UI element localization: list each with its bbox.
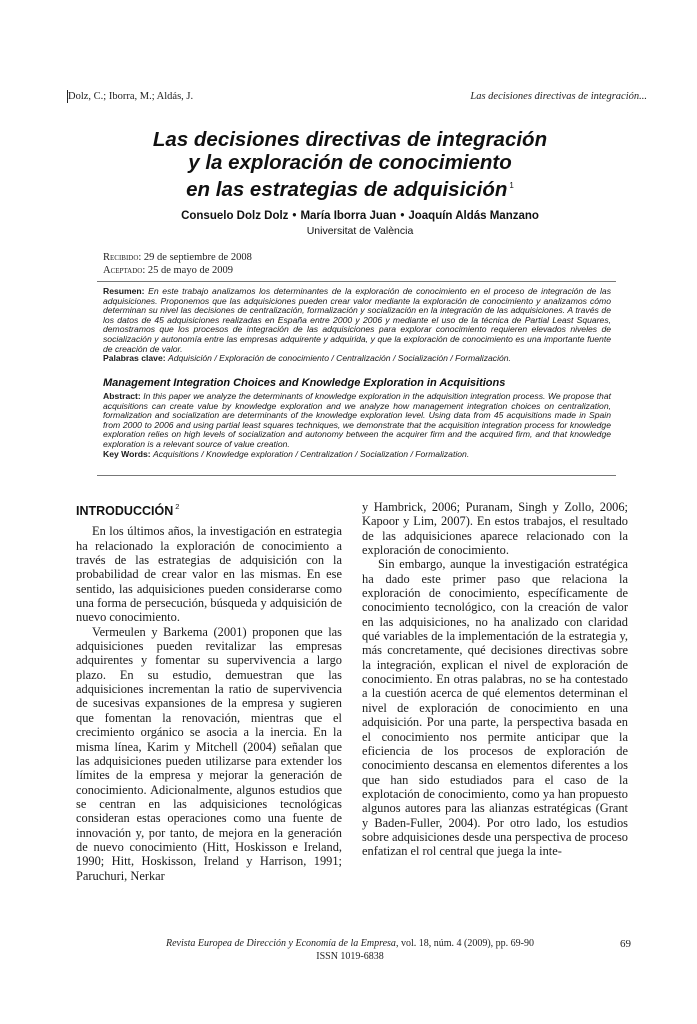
accepted-value: : 25 de mayo de 2009	[142, 265, 234, 276]
page-footer	[130, 938, 570, 963]
journal-citation	[130, 938, 570, 951]
body-paragraph: En los últimos años, la investigación en estrategia ha relacionado la exploración de conocimiento a través de las estrategias de adquisición con la probabilidad de crear valor en las mismas. En ese sentido, las adquisiciones pueden considerarse como una forma de persecución, búsqueda y adquisición de nuevo conocimiento.	[76, 524, 342, 625]
body-paragraph: Sin embargo, aunque la investigación estratégica ha dado este primer paso que relaciona la exploración de conocimiento, específicamente de conocimiento tecnológico, con la creación de valor en las adquisiciones, no ha analizado con claridad qué variables de la implementación de la estrategia y, más concretamente, qué decisiones directivas sobre la integración, explican el nivel de exploración de conocimiento. En otras palabras, no se ha contestado a la cuestión acerca de qué elementos determinan el nivel de exploración de conocimiento en una adquisición. Por una parte, la perspectiva basada en el conocimiento nos permite anticipar que la eficiencia de los procesos de exploración de conocimiento descansa en elementos diferentes a los que han sido estudiados para el caso de la explotación de conocimiento, como ya han propuesto algunos autores para las alianzas estratégicas (Grant y Baden-Fuller, 2004). Por otro lado, los estudios sobre adquisiciones desde una perspectiva de proceso enfatizan el rol central que juega la inte-	[362, 557, 628, 859]
received-date	[103, 251, 252, 264]
accepted-label: Aceptado	[103, 265, 143, 276]
received-label: Recibido	[103, 252, 139, 263]
received-value: : 29 de septiembre de 2008	[138, 252, 252, 263]
key-words-label: Key Words:	[103, 448, 151, 459]
accepted-date	[103, 264, 252, 277]
author-1: Consuelo Dolz Dolz	[181, 210, 289, 222]
paper-title	[60, 128, 640, 201]
journal-volume: , vol. 18, núm. 4 (2009), pp. 69-90	[395, 938, 534, 949]
abstract-bottom-rule	[97, 475, 616, 476]
author-separator: •	[400, 210, 405, 222]
running-head-title: Las decisiones directivas de integración...	[470, 91, 647, 102]
section-footnote-mark[interactable]: 2	[175, 502, 180, 511]
key-words-text: Acquisitions / Knowledge exploration / Centralization / Socialization / Formalization.	[152, 448, 470, 459]
english-title: Management Integration Choices and Knowledge Exploration in Acquisitions	[103, 377, 506, 389]
resumen-block	[103, 287, 611, 364]
page-number: 69	[620, 938, 631, 950]
body-paragraph: y Hambrick, 2006; Puranam, Singh y Zollo, 2006; Kapoor y Lim, 2007). En estos trabajos, el resultado de las adquisiciones aparece relacionado con la exploración de conocimiento.	[362, 500, 628, 558]
palabras-clave-label: Palabras clave:	[103, 353, 166, 364]
palabras-clave-text: Adquisición / Exploración de conocimiento / Centralización / Socialización / Formalización.	[167, 353, 511, 364]
running-head-authors: Dolz, C.; Iborra, M.; Aldás, J.	[68, 91, 194, 102]
abstract-block	[103, 392, 611, 459]
title-line-2: y la exploración de conocimiento	[188, 151, 512, 174]
body-column-left	[76, 500, 342, 883]
author-2: María Iborra Juan	[300, 210, 397, 222]
body-column-right	[362, 500, 628, 859]
running-head	[68, 91, 647, 107]
affiliation: Universitat de València	[306, 225, 414, 237]
issn: ISSN 1019-6838	[316, 950, 384, 962]
title-line-3	[60, 174, 640, 201]
author-separator: •	[292, 210, 297, 222]
resumen-label: Resumen:	[103, 286, 145, 296]
resumen-text: En este trabajo analizamos los determinantes de la exploración de conocimiento en el proceso de integración de las adquisiciones. Proponemos que las adquisiciones pueden crear valor mediante la exploración de conocimiento y analizamos cómo determinan su nivel las decisiones de centralización, formalización y socialización en la integración de las adquisiciones. A través de los datos de 45 adquisiciones realizadas en España entre 2000 y 2006 y mediante el uso de la técnica de Partial Least Squares, demostramos que los procesos de integración de las adquisiciones para explorar conocimiento requieren elevados niveles de socialización y autonomía entre las empresas adquirente y adquirida, y que la exploración de conocimiento es una importante fuente de creación de valor.	[103, 286, 612, 354]
title-line-3-text: en las estrategias de adquisición	[186, 178, 508, 201]
journal-name: Revista Europea de Dirección y Economía de la Empresa	[166, 938, 396, 949]
submission-dates	[103, 251, 252, 277]
title-footnote-mark[interactable]: 1	[509, 181, 514, 190]
abstract-text: In this paper we analyze the determinants of knowledge exploration in the adquisition integration process. We propose that acquisitions can create value by knowledge exploration and we analyze how management integration choices on centralization, formalization and socialization are determinants of the knowledge exploration level. Using data from 45 acquisitions made in Spain from 2000 to 2006 and using partial least squares techniques, we demonstrate that the acquisition integration process for knowledge exploration relies on high levels of socialization and autonomy between the acquirer firm and the acquired firm, and that knowledge exploration is a relevant source of value creation.	[103, 391, 611, 449]
title-line-1: Las decisiones directivas de integración	[152, 128, 548, 151]
section-heading	[76, 500, 342, 518]
section-heading-text: INTRODUCCIÓN	[76, 504, 174, 518]
author-list	[60, 210, 660, 222]
author-3: Joaquín Aldás Manzano	[408, 210, 539, 222]
abstract-label: Abstract:	[103, 391, 141, 401]
abstract-top-rule	[97, 281, 616, 282]
body-paragraph: Vermeulen y Barkema (2001) proponen que las adquisiciones pueden revitalizar las empresas adquirentes y fomentar su supervivencia a largo plazo. En su estudio, demuestran que las adquisiciones incrementan la ratio de supervivencia de sucesivas expansiones de la empresa y sugieren que fomentan la renovación, mientras que el crecimiento orgánico se asocia a la inercia. En la misma línea, Karim y Mitchell (2004) señalan que las adquisiciones pueden utilizarse para extender los límites de la empresa y mejorar la generación de conocimiento. Adicionalmente, algunos estudios que se centran en las adquisiciones tecnológicas consideran estas operaciones como una fuente de innovación y, por tanto, de mejora en la generación de nuevo conocimiento (Hitt, Hoskisson e Ireland, 1990; Hitt, Hoskisson, Ireland y Harrison, 1991; Paruchuri, Nerkar	[76, 624, 342, 883]
